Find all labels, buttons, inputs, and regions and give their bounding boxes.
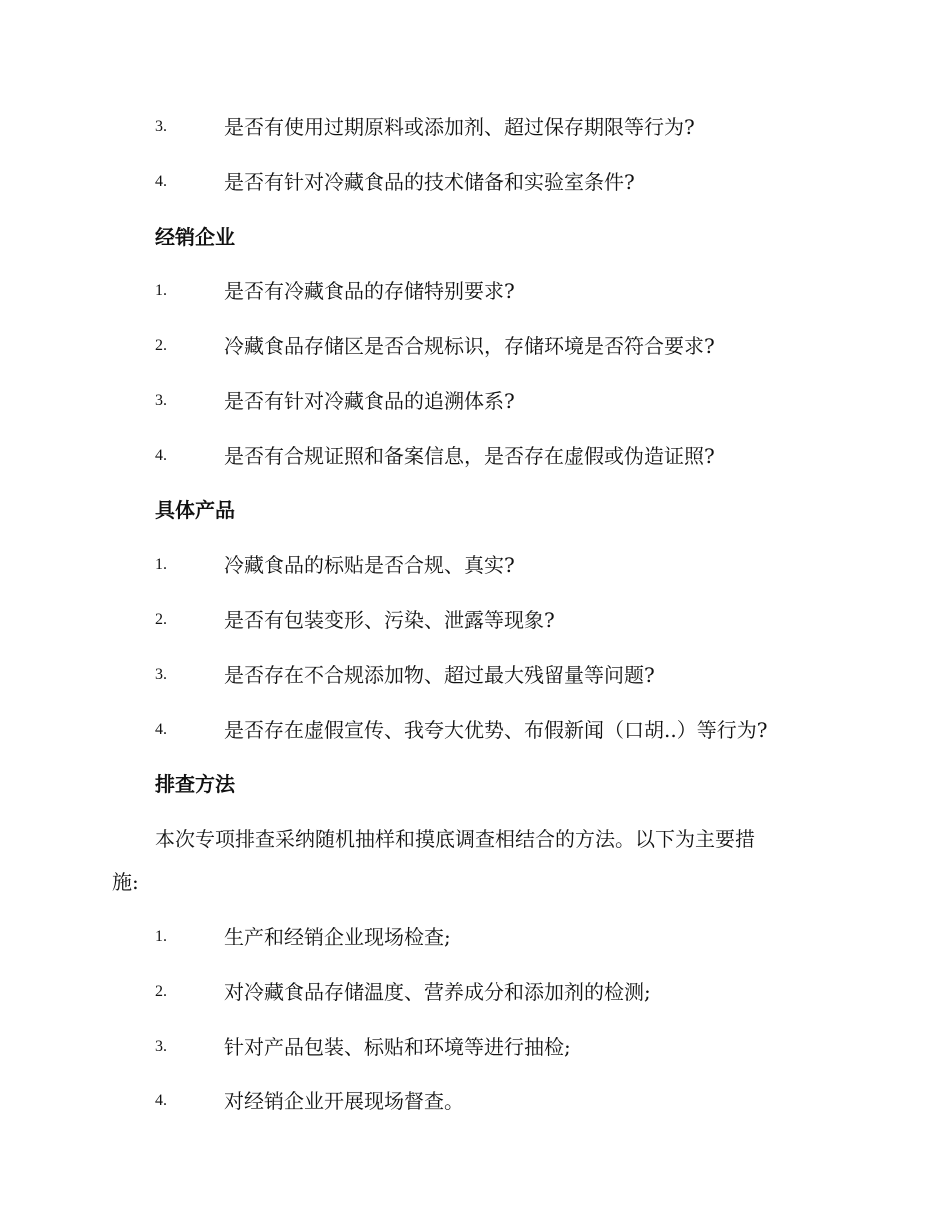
list-item-text: 冷藏食品的标贴是否合规、真实? [224, 553, 515, 577]
list-item [0, 275, 950, 307]
list-item-number: 4. [155, 173, 167, 190]
list-item-number: 1. [155, 282, 167, 299]
list-item [0, 1085, 950, 1117]
list-item-number: 1. [155, 928, 167, 945]
paragraph-line [0, 823, 950, 855]
section-heading-text: 具体产品 [155, 498, 235, 522]
list-item-text: 是否有针对冷藏食品的技术储备和实验室条件? [224, 170, 635, 194]
section-heading [0, 221, 950, 253]
list-item-number: 4. [155, 447, 167, 464]
list-item-number: 3. [155, 1038, 167, 1055]
paragraph-text: 本次专项排查采纳随机抽样和摸底调查相结合的方法。以下为主要措 [155, 827, 755, 851]
list-item [0, 714, 950, 746]
list-item [0, 111, 950, 143]
list-item [0, 549, 950, 581]
list-item-text: 是否存在不合规添加物、超过最大残留量等问题? [224, 663, 655, 687]
list-item-number: 2. [155, 611, 167, 628]
list-item [0, 659, 950, 691]
list-item-number: 4. [155, 721, 167, 738]
list-item-text: 是否有使用过期原料或添加剂、超过保存期限等行为? [224, 115, 695, 139]
section-heading-text: 经销企业 [155, 225, 235, 249]
list-item-number: 2. [155, 337, 167, 354]
list-item-number: 3. [155, 666, 167, 683]
list-item-text: 生产和经销企业现场检查; [224, 925, 451, 949]
list-item [0, 921, 950, 953]
list-item-text: 是否有合规证照和备案信息，是否存在虚假或伪造证照? [224, 444, 715, 468]
list-item-text: 是否有冷藏食品的存储特别要求? [224, 279, 515, 303]
list-item [0, 166, 950, 198]
list-item-text: 对冷藏食品存储温度、营养成分和添加剂的检测; [224, 980, 651, 1004]
list-item [0, 330, 950, 362]
list-item-text: 是否存在虚假宣传、我夸大优势、布假新闻（口胡..）等行为? [224, 718, 768, 742]
list-item-number: 3. [155, 118, 167, 135]
list-item [0, 385, 950, 417]
list-item-number: 4. [155, 1092, 167, 1109]
section-heading [0, 768, 950, 800]
list-item-number: 1. [155, 556, 167, 573]
paragraph-line [0, 866, 950, 898]
list-item-text: 针对产品包装、标贴和环境等进行抽检; [224, 1035, 571, 1059]
list-item-number: 3. [155, 392, 167, 409]
section-heading [0, 494, 950, 526]
list-item [0, 604, 950, 636]
list-item [0, 1031, 950, 1063]
list-item-text: 是否有包装变形、污染、泄露等现象? [224, 608, 555, 632]
list-item [0, 976, 950, 1008]
list-item-text: 冷藏食品存储区是否合规标识，存储环境是否符合要求? [224, 334, 715, 358]
list-item-number: 2. [155, 983, 167, 1000]
list-item-text: 对经销企业开展现场督查。 [224, 1089, 464, 1113]
section-heading-text: 排查方法 [155, 772, 235, 796]
list-item-text: 是否有针对冷藏食品的追溯体系? [224, 389, 515, 413]
list-item [0, 440, 950, 472]
paragraph-text: 施: [112, 870, 139, 894]
